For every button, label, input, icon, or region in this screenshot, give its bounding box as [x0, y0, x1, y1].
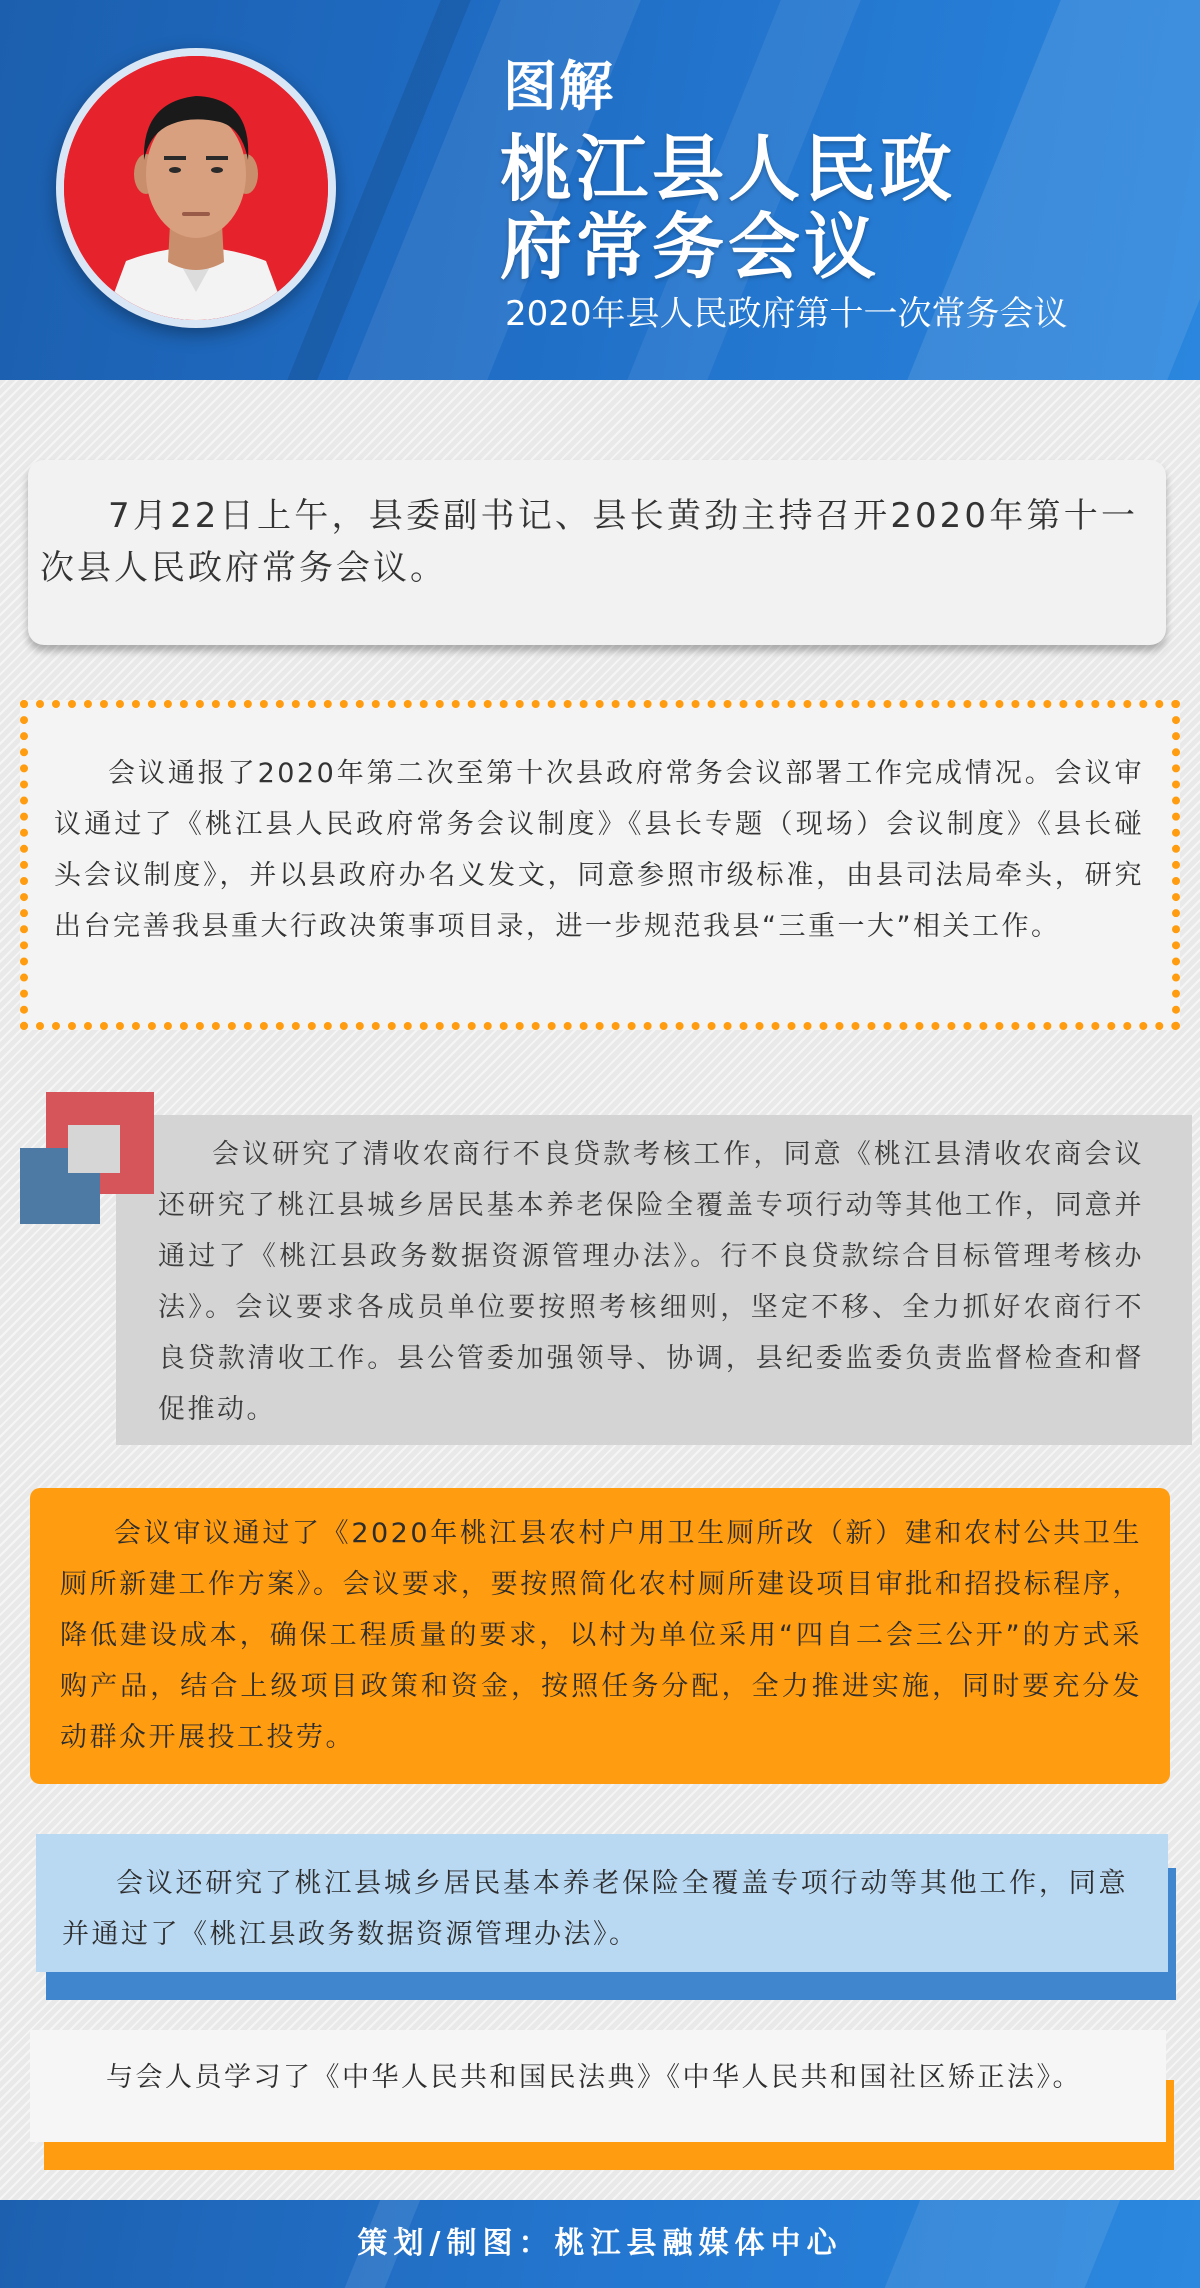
header-kicker: 图解 — [503, 55, 615, 118]
portrait-photo — [64, 56, 328, 320]
footer-credit: 策划/制图：桃江县融媒体中心 — [357, 2226, 843, 2261]
header-banner — [0, 0, 1200, 380]
orange-card — [30, 1488, 1170, 1784]
agenda-paragraph-3: 会议审议通过了《2020年桃江县农村户用卫生厕所改（新）建和农村公共卫生厕所新建工作方案》。会议要求，要按照简化农村厕所建设项目审批和招投标程序，降低建设成本，确保工程质量的要求，以村为单位采用“四自二会三公开”的方式采购产品，结合上级项目政策和资金，按照任务分配，全力推进实施，同时要充分发动群众开展投工投劳。 — [60, 1518, 1142, 1753]
dotted-card — [20, 700, 1180, 1030]
portrait-illustration — [64, 56, 328, 320]
agenda-paragraph-2: 会议研究了清收农商行不良贷款考核工作，同意《桃江县清收农商会议还研究了桃江县城乡居民基本养老保险全覆盖专项行动等其他工作，同意并通过了《桃江县政务数据资源管理办法》。行不良贷款综合目标管理考核办法》。会议要求各成员单位要按照考核细则，坚定不移、全力抓好农商行不良贷款清收工作。县公管委加强领导、协调，县纪委监委负责监督检查和督促推动。 — [158, 1139, 1144, 1425]
intro-paragraph: 7月22日上午，县委副书记、县长黄劲主持召开2020年第十一次县人民政府常务会议。 — [40, 496, 1138, 588]
intro-card — [28, 460, 1166, 645]
decorative-square-grey — [68, 1125, 120, 1173]
page-title: 桃江县人民政府常务会议 — [500, 127, 957, 289]
blue-card — [36, 1834, 1168, 1972]
agenda-paragraph-5: 与会人员学习了《中华人民共和国民法典》《中华人民共和国社区矫正法》。 — [106, 2062, 1082, 2093]
footer-banner — [0, 2200, 1200, 2288]
agenda-paragraph-1: 会议通报了2020年第二次至第十次县政府常务会议部署工作完成情况。会议审议通过了《桃江县人民政府常务会议制度》《县长专题（现场）会议制度》《县长碰头会议制度》，并以县政府办名义发文，同意参照市级标准，由县司法局牵头，研究出台完善我县重大行政决策事项目录，进一步规范我县“三重一大”相关工作。 — [54, 758, 1144, 942]
grey-card — [116, 1115, 1192, 1445]
agenda-paragraph-4: 会议还研究了桃江县城乡居民基本养老保险全覆盖专项行动等其他工作，同意并通过了《桃江县政务数据资源管理办法》。 — [62, 1868, 1128, 1950]
page-subtitle: 2020年县人民政府第十一次常务会议 — [505, 294, 1068, 334]
portrait-frame — [56, 48, 336, 328]
white-card — [30, 2030, 1166, 2142]
